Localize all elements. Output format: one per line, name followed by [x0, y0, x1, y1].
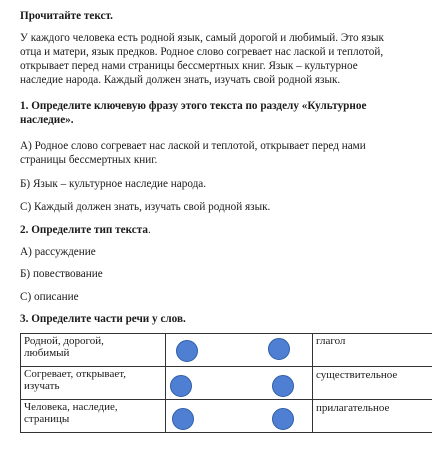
word-text: изучать: [24, 380, 60, 392]
q2-option-b: Б) повествование: [20, 268, 103, 280]
table-row: [21, 400, 432, 433]
q1-option-a-cont: страницы бессмертных книг.: [20, 154, 158, 166]
connector-cell: [166, 400, 313, 433]
connector-cell: [166, 367, 313, 400]
text-line: отца и матери, язык предков. Родное слово согревает нас лаской и теплотой,: [20, 46, 384, 58]
connector-cell: [166, 334, 313, 367]
q1-option-b: Б) Язык – культурное наследие народа.: [20, 178, 207, 190]
table-row: [21, 334, 432, 367]
question-1-title-cont: наследие».: [20, 114, 74, 126]
question-2-title-end: .: [147, 224, 151, 236]
word-cell: [21, 334, 166, 367]
question-2-title-text: 2. Определите тип текста: [20, 224, 148, 236]
right-dot[interactable]: [272, 375, 294, 397]
question-1-title: 1. Определите ключевую фразу этого текста по разделу «Культурное: [20, 100, 367, 112]
text-line: У каждого человека есть родной язык, самый дорогой и любимый. Это язык: [20, 32, 384, 44]
question-2-title: [20, 224, 151, 237]
table-row: [21, 367, 432, 400]
text-line: наследие народа. Каждый должен знать, изучать свой родной язык.: [20, 74, 341, 86]
q1-option-c: С) Каждый должен знать, изучать свой родной язык.: [20, 201, 271, 213]
q2-option-c: С) описание: [20, 291, 79, 303]
part-of-speech-cell: прилагательное: [313, 400, 432, 433]
left-dot[interactable]: [176, 340, 198, 362]
word-text: любимый: [24, 347, 70, 359]
q2-option-a: А) рассуждение: [20, 246, 96, 258]
q1-option-a: А) Родное слово согревает нас лаской и теплотой, открывает перед нами: [20, 140, 366, 152]
word-text: страницы: [24, 413, 70, 425]
word-text: Человека, наследие,: [24, 401, 118, 413]
part-of-speech-cell: глагол: [313, 334, 432, 367]
worksheet-heading: Прочитайте текст.: [20, 10, 113, 22]
word-cell: [21, 367, 166, 400]
question-3-title: 3. Определите части речи у слов.: [20, 313, 186, 325]
part-of-speech-cell: существительное: [313, 367, 432, 400]
left-dot[interactable]: [172, 408, 194, 430]
right-dot[interactable]: [268, 338, 290, 360]
word-text: Родной, дорогой,: [24, 335, 104, 347]
word-cell: [21, 400, 166, 433]
right-dot[interactable]: [272, 408, 294, 430]
text-line: открывает перед нами страницы бессмертных книг. Язык – культурное: [20, 60, 358, 72]
matching-table: [20, 333, 432, 433]
word-text: Согревает, открывает,: [24, 368, 126, 380]
left-dot[interactable]: [170, 375, 192, 397]
